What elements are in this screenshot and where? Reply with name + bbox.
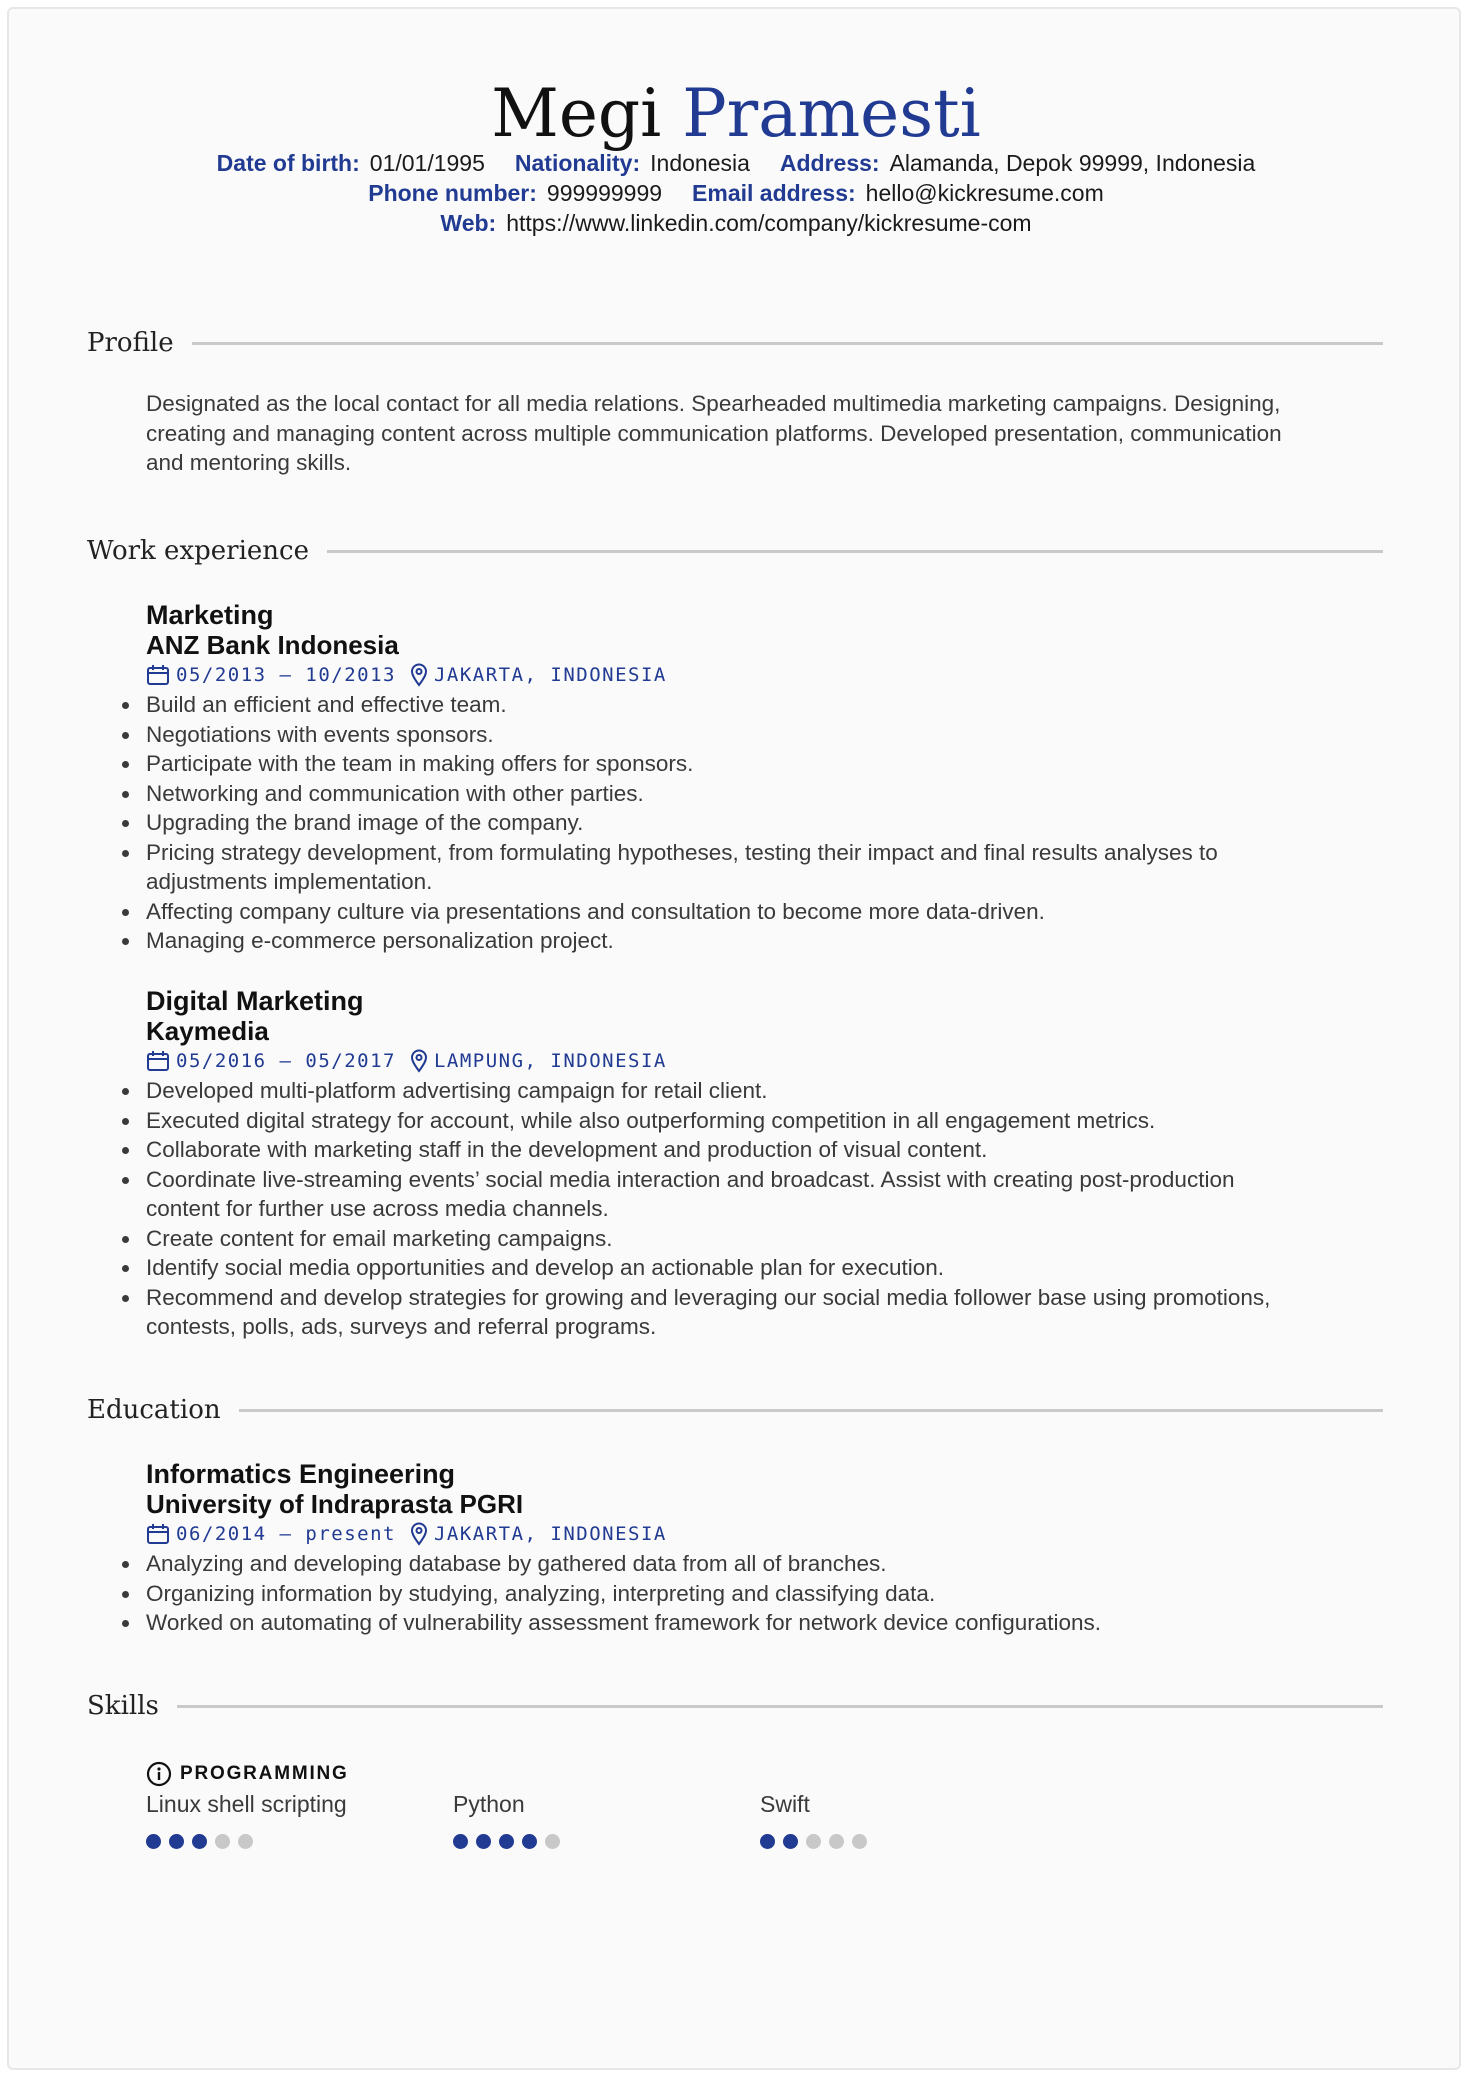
education-entry bbox=[146, 1459, 1386, 1638]
list-item: Affecting company culture via presentations and consultation to become more data-driven. bbox=[146, 897, 1386, 927]
skill-category bbox=[146, 1760, 349, 1788]
education-location: JAKARTA, INDONESIA bbox=[433, 1523, 667, 1545]
skill-dot-filled bbox=[453, 1834, 468, 1849]
list-item: Managing e-commerce personalization project. bbox=[146, 926, 1386, 956]
skill-dot-empty bbox=[238, 1834, 253, 1849]
location-pin-icon bbox=[410, 1522, 428, 1546]
skill-name: Linux shell scripting bbox=[146, 1791, 347, 1817]
job-bullets bbox=[146, 690, 1386, 956]
list-item: Identify social media opportunities and develop an actionable plan for execution. bbox=[146, 1253, 1386, 1283]
web-label: Web: bbox=[440, 210, 497, 236]
skill-item bbox=[453, 1789, 743, 1849]
section-divider bbox=[239, 1409, 1383, 1412]
contact-line-2 bbox=[9, 178, 1463, 208]
last-name: Pramesti bbox=[682, 75, 981, 152]
dob-value: 01/01/1995 bbox=[369, 150, 485, 176]
skill-dot-empty bbox=[829, 1834, 844, 1849]
skills-heading: Skills bbox=[87, 1691, 159, 1721]
list-item: Developed multi-platform advertising campaign for retail client. bbox=[146, 1076, 1386, 1106]
job-entry bbox=[146, 986, 1386, 1342]
profile-section-heading bbox=[87, 325, 1383, 361]
nationality-label: Nationality: bbox=[514, 150, 641, 176]
skill-dot-filled bbox=[476, 1834, 491, 1849]
skill-item bbox=[146, 1789, 436, 1849]
list-item: Negotiations with events sponsors. bbox=[146, 720, 1386, 750]
list-item: Organizing information by studying, analyzing, interpreting and classifying data. bbox=[146, 1579, 1386, 1609]
job-dates: 05/2016 – 05/2017 bbox=[176, 1050, 396, 1072]
list-item: Worked on automating of vulnerability assessment framework for network device configurations. bbox=[146, 1608, 1386, 1638]
first-name: Megi bbox=[491, 75, 662, 152]
list-item: Participate with the team in making offers for sponsors. bbox=[146, 749, 1386, 779]
calendar-icon bbox=[146, 664, 170, 686]
candidate-name bbox=[9, 73, 1463, 155]
skill-dot-empty bbox=[852, 1834, 867, 1849]
job-meta bbox=[146, 1046, 1386, 1076]
skill-dot-filled bbox=[522, 1834, 537, 1849]
list-item: Collaborate with marketing staff in the development and production of visual content. bbox=[146, 1135, 1386, 1165]
skill-dot-filled bbox=[192, 1834, 207, 1849]
contact-line-3 bbox=[9, 208, 1463, 238]
list-item: Executed digital strategy for account, while also outperforming competition in all engagement metrics. bbox=[146, 1106, 1386, 1136]
profile-line: creating and managing content across multiple communication platforms. Developed presentation, communication bbox=[146, 420, 1282, 446]
calendar-icon bbox=[146, 1050, 170, 1072]
skill-dot-filled bbox=[499, 1834, 514, 1849]
email-label: Email address: bbox=[692, 180, 856, 206]
info-icon bbox=[146, 1761, 172, 1787]
school-name: University of Indraprasta PGRI bbox=[146, 1489, 524, 1519]
skill-level bbox=[146, 1834, 436, 1849]
list-item: Create content for email marketing campaigns. bbox=[146, 1224, 1386, 1254]
section-divider bbox=[327, 550, 1383, 553]
profile-summary bbox=[146, 389, 1386, 478]
skill-dot-filled bbox=[760, 1834, 775, 1849]
job-bullets bbox=[146, 1076, 1386, 1342]
work-heading: Work experience bbox=[87, 536, 309, 566]
job-title: Marketing bbox=[146, 600, 274, 630]
education-bullets bbox=[146, 1549, 1386, 1638]
job-location: JAKARTA, INDONESIA bbox=[433, 664, 667, 686]
job-title: Digital Marketing bbox=[146, 986, 364, 1016]
work-section-heading bbox=[87, 533, 1383, 569]
skill-dot-empty bbox=[215, 1834, 230, 1849]
contact-line-1 bbox=[9, 148, 1463, 178]
profile-heading: Profile bbox=[87, 328, 174, 358]
phone-value: 999999999 bbox=[546, 180, 663, 206]
phone-label: Phone number: bbox=[368, 180, 537, 206]
job-dates: 05/2013 – 10/2013 bbox=[176, 664, 396, 686]
list-item: Coordinate live-streaming events’ social media interaction and broadcast. Assist with creating post-production content for further use across media channels. bbox=[146, 1165, 1386, 1224]
location-pin-icon bbox=[410, 663, 428, 687]
profile-line: and mentoring skills. bbox=[146, 450, 352, 475]
skill-name: Swift bbox=[760, 1791, 810, 1817]
education-dates: 06/2014 – present bbox=[176, 1523, 396, 1545]
resume-page bbox=[7, 7, 1461, 2070]
list-item: Recommend and develop strategies for growing and leveraging our social media follower base using promotions, contests, polls, ads, surveys and referral programs. bbox=[146, 1283, 1386, 1342]
section-divider bbox=[192, 342, 1383, 345]
employer: Kaymedia bbox=[146, 1016, 269, 1046]
skill-level bbox=[453, 1834, 743, 1849]
job-meta bbox=[146, 660, 1386, 690]
skill-category-label: PROGRAMMING bbox=[180, 1763, 349, 1784]
address-label: Address: bbox=[779, 150, 880, 176]
employer: ANZ Bank Indonesia bbox=[146, 630, 399, 660]
list-item: Pricing strategy development, from formulating hypotheses, testing their impact and final results analyses to adjustments implementation. bbox=[146, 838, 1386, 897]
job-location: LAMPUNG, INDONESIA bbox=[433, 1050, 667, 1072]
nationality-value: Indonesia bbox=[650, 150, 750, 176]
skill-dot-empty bbox=[545, 1834, 560, 1849]
section-divider bbox=[177, 1705, 1383, 1708]
skill-dot-filled bbox=[169, 1834, 184, 1849]
list-item: Networking and communication with other parties. bbox=[146, 779, 1386, 809]
degree-title: Informatics Engineering bbox=[146, 1459, 456, 1489]
dob-label: Date of birth: bbox=[216, 150, 360, 176]
skill-dot-filled bbox=[146, 1834, 161, 1849]
list-item: Upgrading the brand image of the company. bbox=[146, 808, 1386, 838]
list-item: Analyzing and developing database by gathered data from all of branches. bbox=[146, 1549, 1386, 1579]
skills-section-heading bbox=[87, 1688, 1383, 1724]
education-heading: Education bbox=[87, 1395, 221, 1425]
skill-dot-filled bbox=[783, 1834, 798, 1849]
education-section-heading bbox=[87, 1392, 1383, 1428]
skill-name: Python bbox=[453, 1791, 525, 1817]
skill-level bbox=[760, 1834, 1050, 1849]
location-pin-icon bbox=[410, 1049, 428, 1073]
job-entry bbox=[146, 600, 1386, 956]
list-item: Build an efficient and effective team. bbox=[146, 690, 1386, 720]
profile-line: Designated as the local contact for all media relations. Spearheaded multimedia marketing campaigns. Designing, bbox=[146, 391, 1281, 416]
address-value: Alamanda, Depok 99999, Indonesia bbox=[889, 150, 1256, 176]
email-value[interactable]: hello@kickresume.com bbox=[865, 180, 1104, 206]
web-link[interactable]: https://www.linkedin.com/company/kickresume-com bbox=[506, 210, 1032, 236]
education-meta bbox=[146, 1519, 1386, 1549]
skill-dot-empty bbox=[806, 1834, 821, 1849]
calendar-icon bbox=[146, 1523, 170, 1545]
skill-item bbox=[760, 1789, 1050, 1849]
